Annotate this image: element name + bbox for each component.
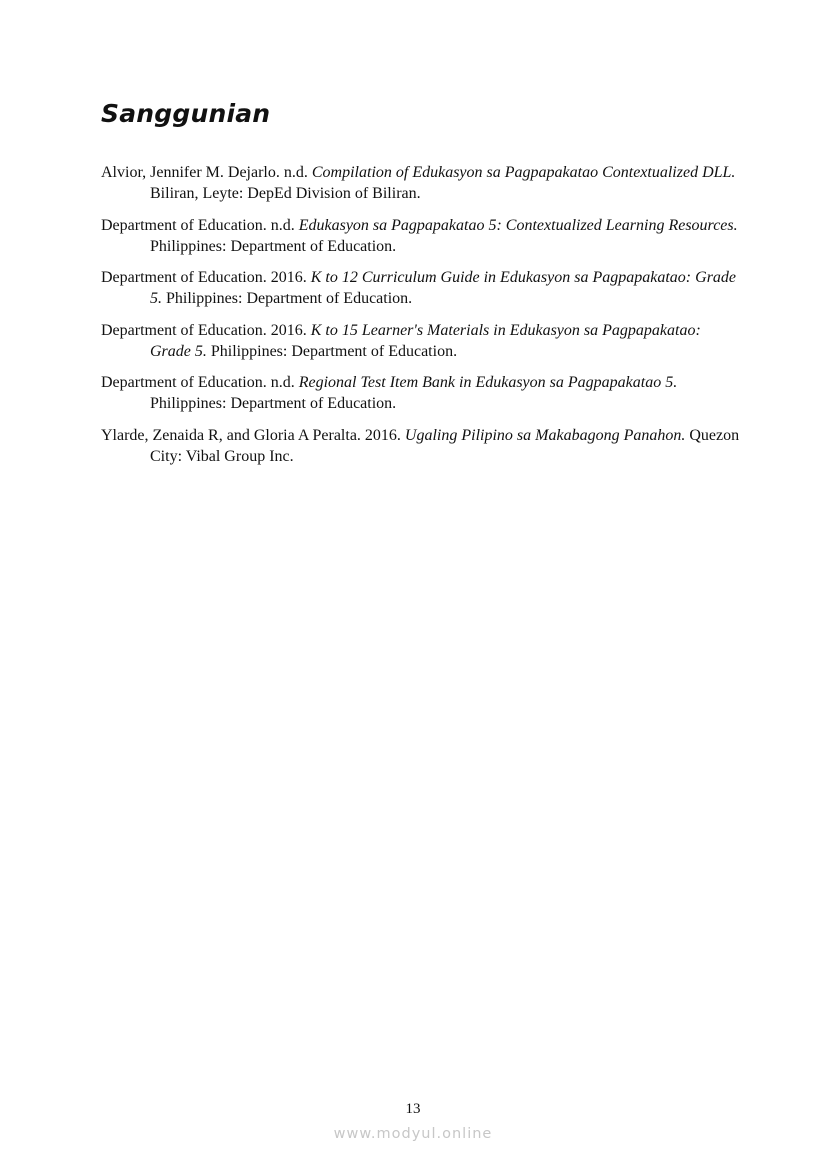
reference-publisher: Biliran, Leyte: DepEd Division of Biliran.	[150, 185, 421, 202]
page-number: 13	[405, 1101, 421, 1117]
reference-title: Regional Test Item Bank in Edukasyon sa Pagpapakatao 5.	[298, 374, 678, 391]
reference-author-date: Department of Education. 2016.	[101, 321, 311, 339]
reference-publisher: Quezon City: Vibal Group Inc.	[150, 426, 740, 465]
reference-publisher: Philippines: Department of Education.	[162, 290, 413, 307]
reference-author-date: Alvior, Jennifer M. Dejarlo. n.d.	[101, 164, 312, 181]
reference-entry	[101, 320, 741, 362]
reference-entry	[101, 425, 741, 467]
reference-entry	[101, 215, 741, 257]
reference-publisher: Philippines: Department of Education.	[206, 342, 458, 360]
reference-title: K to 15 Learner's Materials in Edukasyon sa Pagpapakatao: Grade 5.	[150, 321, 701, 360]
reference-list	[101, 162, 741, 477]
watermark: www.modyul.online	[333, 1126, 493, 1142]
reference-author-date: Department of Education. n.d.	[101, 216, 299, 234]
reference-publisher: Philippines: Department of Education.	[150, 395, 397, 412]
reference-author-date: Department of Education. 2016.	[101, 269, 311, 286]
reference-entry	[101, 162, 741, 204]
reference-author-date: Department of Education. n.d.	[101, 374, 299, 391]
page-title: Sanggunian	[101, 99, 271, 128]
reference-title: Edukasyon sa Pagpapakatao 5: Contextualized Learning Resources.	[298, 216, 738, 234]
reference-title: Compilation of Edukasyon sa Pagpapakatao Contextualized DLL.	[311, 164, 736, 181]
reference-publisher: Philippines: Department of Education.	[150, 237, 397, 255]
reference-title: Ugaling Pilipino sa Makabagong Panahon.	[404, 426, 686, 444]
reference-entry	[101, 372, 741, 414]
reference-title: K to 12 Curriculum Guide in Edukasyon sa Pagpapakatao: Grade 5.	[150, 269, 737, 307]
reference-author-date: Ylarde, Zenaida R, and Gloria A Peralta. 2016.	[101, 426, 405, 444]
reference-entry	[101, 267, 741, 309]
